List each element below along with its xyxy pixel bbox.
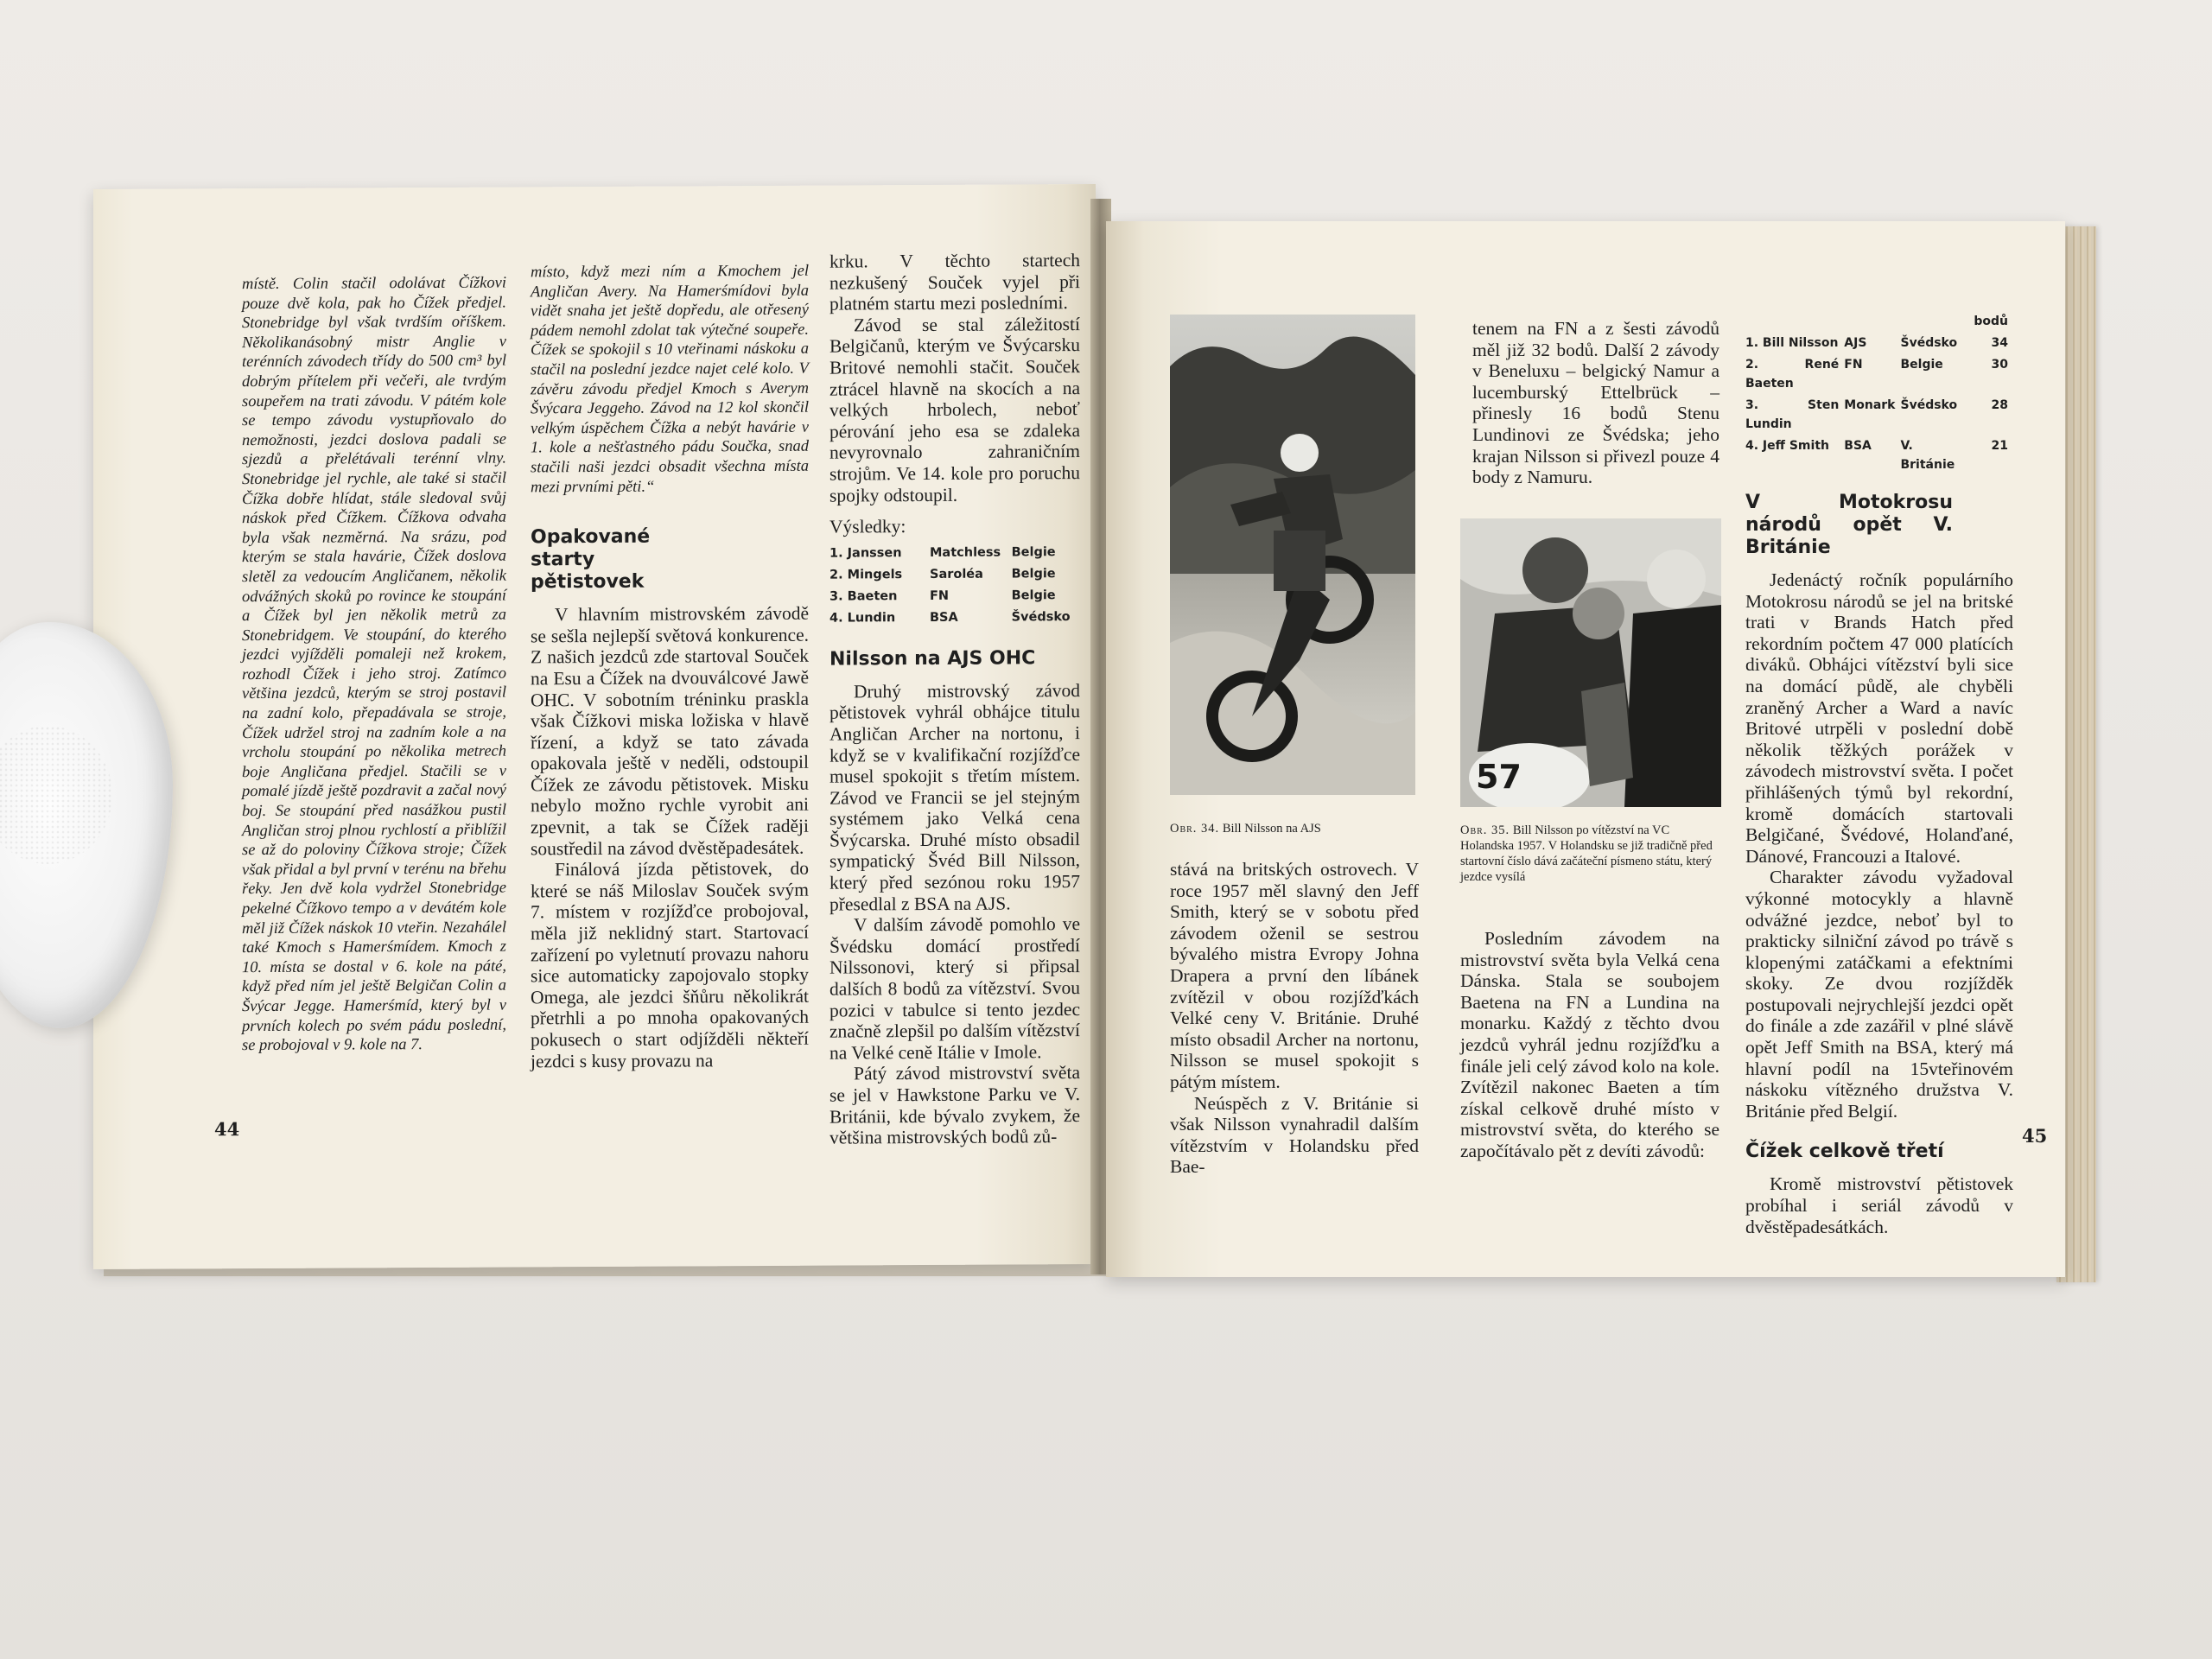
right-col3-para-2: Charakter závodu vyžadoval výkonné motocykly a hlavně odvážné jezdce, neboť byl to prakticky silniční závod po trávě s klopenými zatáčkami a efektními skoky. Ze dvou rozjížděk postupovali nejrychlejší jezdci opět do finále a zde zazářil v plné slávě opět Jeff Smith na BSA, který má hlavní podíl na 15vteřinovém náskoku vítězného družstva V. Británie před Belgií. <box>1745 867 2013 1122</box>
left-col-2 <box>531 262 809 1072</box>
caption-text: Bill Nilsson po vítězství na VC Holandska 1957. V Holandsku se již tradičně před startovní číslo dává začáteční písmeno státu, který jezdce vysílá <box>1460 823 1713 884</box>
table-row <box>830 563 1080 587</box>
photo-nilsson-victory <box>1460 518 1721 807</box>
standings-machine: BSA <box>1844 439 1872 453</box>
standings-rider: 4. Jeff Smith <box>1745 439 1829 453</box>
results-machine: FN <box>930 588 950 603</box>
left-col-1 <box>242 274 506 1056</box>
results-label: Výsledky: <box>830 516 906 537</box>
standings-machine: Monark <box>1844 398 1896 412</box>
photo-caption-34 <box>1170 821 1421 836</box>
table-row <box>830 542 1080 565</box>
page-number-left: 44 <box>214 1118 240 1141</box>
results-rider: 3. Baeten <box>830 588 898 604</box>
left-col3-para-5: Pátý závod mistrovství světa se jel v Hawkstone Parku ve V. Británii, kde bývalo zvykem, že většina mistrovských bodů zů- <box>830 1062 1080 1148</box>
standings-rider: 3. Sten Lundin <box>1745 398 1840 431</box>
table-row <box>830 585 1080 608</box>
table-row <box>830 607 1080 630</box>
standings-header: bodů <box>1974 315 2008 328</box>
right-col1-para-2: Neúspěch z V. Británie si však Nilsson vynahradil dalším vítězstvím v Holandsku před Bae- <box>1170 1092 1419 1178</box>
right-col1-para-1: stává na britských ostrovech. V roce 1957 měl slavný den Jeff Smith, který se v sobotu před závodem oženil se sestrou bývalého mistra Evropy Johna Drapera a první den líbánek zvítězil v obou rozjížďkách Velké ceny V. Británie. Druhé místo obsadil Archer na nortonu, Nilsson se musel spokojit s pátým místem. <box>1170 859 1419 1092</box>
page-number-right: 45 <box>2022 1125 2048 1147</box>
caption-text: Bill Nilsson na AJS <box>1222 822 1321 836</box>
standings-points: 30 <box>1991 358 2008 372</box>
standings-points: 34 <box>1991 336 2008 350</box>
table-header-row <box>1745 311 2013 333</box>
photo-caption-35 <box>1460 823 1719 885</box>
table-row <box>1745 435 2013 476</box>
heading-opakovane-starty: Opakované starty pětistovek <box>531 525 651 594</box>
standings-country: Švédsko <box>1900 398 1958 412</box>
standings-machine: AJS <box>1844 336 1867 350</box>
standings-machine: FN <box>1844 358 1863 372</box>
heading-cizek-treti: Čížek celkově třetí <box>1745 1141 1944 1163</box>
right-col-2-top <box>1472 318 1719 488</box>
standings-country: Švédsko <box>1900 336 1958 350</box>
right-col2-bottom-text: Posledním závodem na mistrovství světa byla Velká cena Dánska. Stala se soubojem Baetena na FN a Lundina na monarku. Každý z těchto dvou jezdců vyhrál jednu rozjížďku a finále jeli celý závod kolo na kole. Zvítězil nakonec Baeten a tím získal celkově druhé místo v mistrovství světa, do kterého se započítávalo pět z devíti závodů: <box>1460 928 1719 1161</box>
standings-rider: 2. René Baeten <box>1745 358 1840 391</box>
left-col1-text: místě. Colin stačil odolávat Čížkovi pouze dvě kola, pak ho Čížek předjel. Stonebridge byl však tvrdším oříškem. Několikanásobný mistr Anglie v terénních závodech třídy do 500 cm³ byl dobrým přítelem při večeři, ale tvrdým soupeřem na trati závodu. V pátém kole se tempo závodu vystupňovalo do nemožnosti, jezdci doslova padali se sjezdů a přelétávali terénní vlny. Stonebridge jel rychle, ale také si stačil Čížka dobře hlídat, stále sledoval svůj náskok před Čížkem. Čížkova odvaha byla však nezměrná. Na srázu, pod kterým se stala havárie, Čížek doslova sletěl za vedoucím Angličanem, několik odvážných skoků po rovince ke stoupání a Čížek byl jen několik metrů za Stonebridgem. Ve stoupání, do kterého jezdci vyjížděli pomaleji než krokem, rozhodl Čížek i jeho stroj. Zatímco většina jezdců, kterým se stroj postavil na zadní kolo, přepadávala se stroje, Čížek udržel stroj na zadním kole a na vrcholu stoupání po několika metrech boje Angličana předjel. Stačili se v pomalé jízdě ještě pozdravit a začal nový boj. Se stoupání před nasážkou pustil Angličan stroj plnou rychlostí a přiblížil se až do poloviny Čížkova stroje; Čížek však přidal a byl první v terénu na břehu řeky. Jen dvě kola vydržel Stonebridge pekelné Čížkovo tempo a v devátém kole měl již Čížek náskok 10 vteřin. Nezahálel také Kmoch s Hamerśmídem. Kmoch z 10. místa se dostal v 6. kole na páté, když před ním jel ještě Belgičan Colin a Švýcar Jegge. Hamerśmíd, který byl v prvních kolech po svém pádu poslední, se probojoval v 9. kole na 7. <box>242 274 506 1055</box>
standings-rider: 1. Bill Nilsson <box>1745 336 1839 350</box>
right-col3-para-1: Jedenáctý ročník populárního Motokrosu národů se jel na britské trati v Brands Hatch před rekordním počtem 47 000 platících diváků. Obhájci vítězství byli sice na domácí půdě, ale chyběli zraněný Archer a Ward a navíc Britové utrpěli v poslední době několik těžkých porážek v závodech mistrovství světa. I počet přihlášených týmů byl rekordní, kromě domácích startovali Belgičané, Švédové, Holanďané, Dánové, Francouzi a Italové. <box>1745 569 2013 867</box>
heading-nilsson-ajs: Nilsson na AJS OHC <box>830 647 1036 671</box>
right-col3-para-3: Kromě mistrovství pětistovek probíhal i seriál závodů v dvěstěpadesátkách. <box>1745 1173 2013 1237</box>
table-row <box>1745 333 2013 354</box>
right-col-1 <box>1170 859 1419 1178</box>
nilsson-victory-image <box>1460 518 1721 807</box>
right-col-3 <box>1745 311 2013 1237</box>
caption-prefix: Obr. 35. <box>1460 823 1510 837</box>
table-row <box>1745 354 2013 395</box>
left-col3-para-4: V dalším závodě pomohlo ve Švédsku domácí prostředí Nilssonovi, který si připsal dalších 8 bodů za vítězství. Svou pozici v tabulce si tento jezdec značně zlepšil po dalším vítězství na Velké ceně Itálie v Imole. <box>830 913 1080 1064</box>
right-col-2-bottom <box>1460 928 1719 1162</box>
results-machine: BSA <box>930 610 958 625</box>
left-col2-para-1: V hlavním mistrovském závodě se sešla nejlepší světová konkurence. Z našich jezdců zde startoval Souček na Esu a Čížek na dvouválcové Jawě OHC. V sobotním tréninku praskla však Čížkovi miska ložiska v hlavě řízení, a když se tato závada opakovala ještě v neděli, odstoupil Čížek ze závodu pětistovek. Misku nebylo možno rychle vyrobit ani zpevnit, a tak se Čížek raději soustředil na závod dvěstěpadesátek. <box>531 602 809 860</box>
left-page <box>93 184 1096 1269</box>
standings-country: V. Británie <box>1900 439 1955 472</box>
right-page <box>1106 221 2065 1277</box>
results-rider: 4. Lundin <box>830 610 896 626</box>
results-table <box>830 542 1080 630</box>
left-col-3 <box>830 250 1080 1148</box>
left-col3-para-1: krku. V těchto startech nezkušený Souček vyjel při platném startu mezi posledními. <box>830 250 1080 315</box>
left-col3-para-3: Druhý mistrovský závod pětistovek vyhrál obhájce titulu Angličan Archer na nortonu, i když se v kvalifikační rozjížďce musel spokojit s třetím místem. Závod ve Francii se jel stejným systémem jako Velká cena Švýcarska. Druhé místo obsadil sympatický Švéd Bill Nilsson, který před sezónou roku 1957 přesedlal z BSA na AJS. <box>830 679 1080 915</box>
results-rider: 1. Janssen <box>830 545 902 561</box>
results-country: Švédsko <box>1011 609 1071 625</box>
table-row <box>1745 395 2013 435</box>
standings-table <box>1745 311 2013 476</box>
results-country: Belgie <box>1011 566 1056 582</box>
results-machine: Saroléa <box>930 567 983 582</box>
heading-motokros-naroda: V Motokrosu národů opět V. Británie <box>1745 492 1953 558</box>
photo-motocross-jump <box>1170 315 1415 795</box>
results-country: Belgie <box>1011 544 1056 560</box>
left-col3-para-2: Závod se stal záležitostí Belgičanů, kterým ve Švýcarsku Britové nemohli stačit. Souček ztrácel hlavně na skocích a na velkých hrbolech, neboť pérování jeho esa se zdaleka nevyrovnalo zahraničním strojům. Ve 14. kole pro poruchu spojky odstoupil. <box>830 313 1080 506</box>
right-col2-top-text: tenem na FN a z šesti závodů měl již 32 bodů. Další 2 závody v Beneluxu – belgický Namur a lucemburský Ettelbrück – přinesly 16 bodů Stenu Lundinovi ze Švédska; jeho krajan Nilsson si přivezl pouze 4 body z Namuru. <box>1472 318 1719 488</box>
standings-points: 21 <box>1991 439 2008 453</box>
left-col2-top: místo, když mezi ním a Kmochem jel Angličan Avery. Na Hamerśmídovi byla vidět snaha jet ještě dopředu, ale otřesený pádem nemohl zdolat tak výtečné soupeře. Čížek se spokojil s 10 vteřinami náskoku a stačil na poslední jezdce najet celé kolo. V závěru závodu předjel Kmoch s Averym Švýcara Jeggeho. Závod na 12 kol skončil velkým úspěchem Čížka a nebýt havárie v 1. kole a nešťastného pádu Součka, snad stačili naši jezdci obsadit všechna místa mezi prvními pěti.“ <box>531 262 809 496</box>
standings-country: Belgie <box>1900 358 1943 372</box>
results-rider: 2. Mingels <box>830 567 903 582</box>
left-col2-para-2: Finálová jízda pětistovek, do které se náš Miloslav Souček svým 7. místem v rozjížďce probojoval, měla již neklidný start. Startovací zařízení po vyletnutí provazu nahoru sice automaticky zapojovalo stopky Omega, ale jezdci šňůru několikrát přetrhli a po mnoha opakovaných pokusech o start odjížděli někteří jezdci s kusy provazu na <box>531 857 809 1071</box>
svg-text:57: 57 <box>1476 758 1522 796</box>
results-machine: Matchless <box>930 545 1001 560</box>
motocross-jump-image <box>1170 315 1415 795</box>
standings-points: 28 <box>1991 398 2008 412</box>
caption-prefix: Obr. 34. <box>1170 822 1220 836</box>
results-country: Belgie <box>1011 588 1056 603</box>
